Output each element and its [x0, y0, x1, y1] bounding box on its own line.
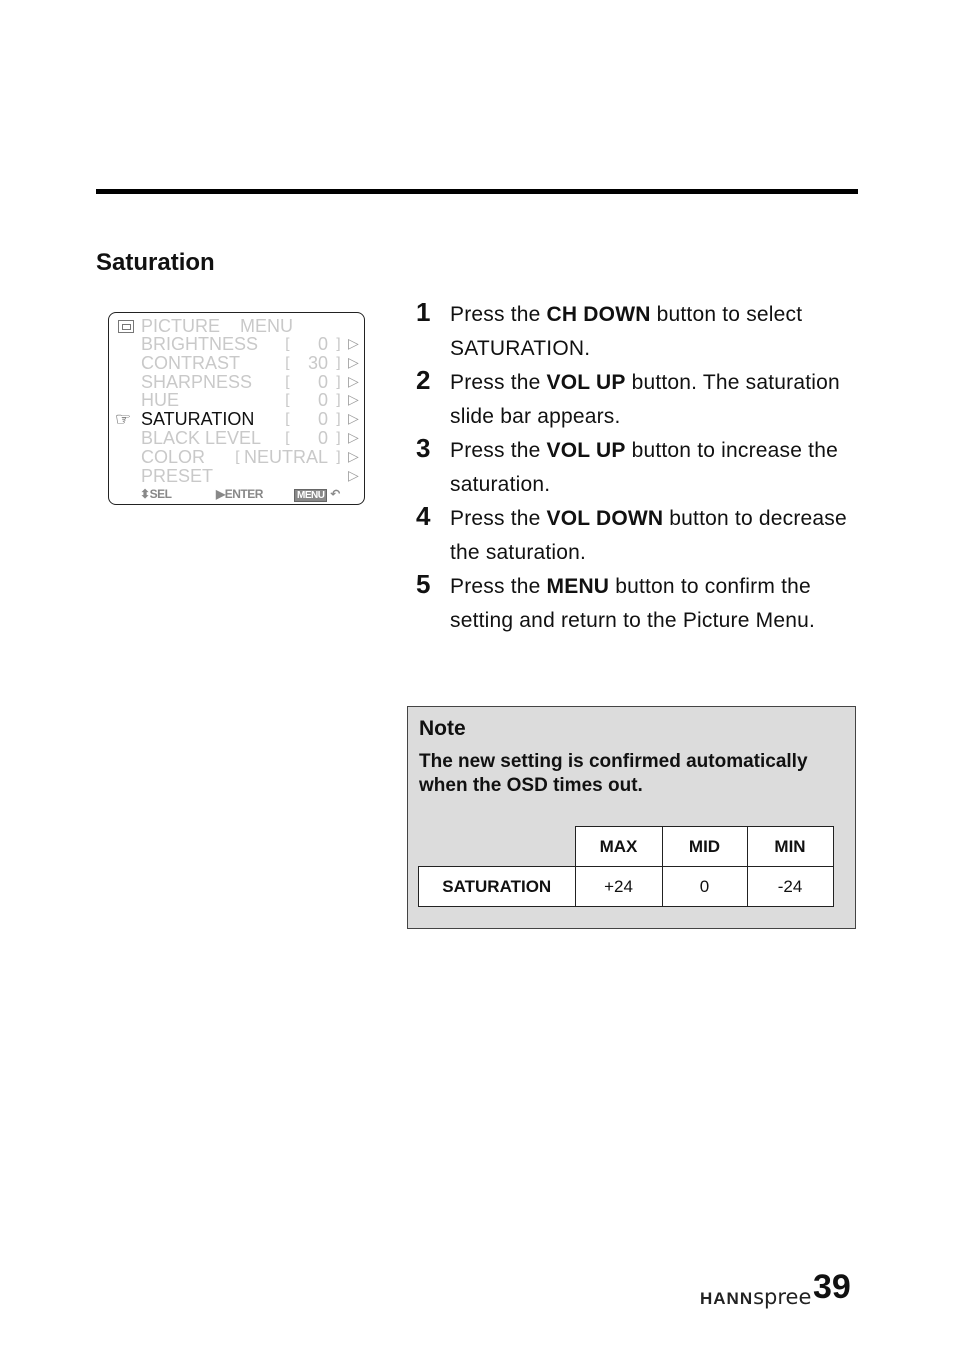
osd-row	[109, 448, 364, 467]
bracket-right-icon: ]	[335, 448, 341, 466]
osd-row-selected	[109, 410, 364, 429]
step-key: VOL DOWN	[546, 507, 664, 530]
osd-row-label: PRESET	[141, 466, 214, 486]
step-item: 2 Press the VOL UP button. The saturation slide bar appears.	[416, 365, 840, 428]
section-title: Saturation	[96, 249, 215, 276]
bracket-left-icon: [	[285, 373, 291, 391]
osd-row-value: NEUTRAL	[243, 447, 328, 467]
osd-row-label: CONTRAST	[141, 353, 240, 373]
osd-footer-sel: ⬍SEL	[140, 487, 172, 501]
table-row	[419, 867, 834, 907]
osd-row	[109, 429, 364, 448]
osd-row-label: BLACK LEVEL	[141, 428, 262, 448]
bracket-left-icon: [	[285, 335, 291, 353]
osd-row	[109, 391, 364, 410]
osd-row-value: 0	[317, 390, 328, 410]
step-item: 5 Press the MENU button to confirm the setting and return to the Picture Menu.	[416, 569, 816, 632]
bracket-left-icon: [	[285, 391, 291, 409]
table-blank-cell	[419, 827, 576, 867]
menu-key-label: MENU	[294, 489, 327, 502]
osd-footer-menu	[294, 487, 340, 501]
osd-row-value: 0	[317, 428, 328, 448]
osd-row-label: SHARPNESS	[141, 372, 253, 392]
osd-row-value: 0	[317, 372, 328, 392]
osd-row	[109, 467, 364, 486]
osd-title-left: PICTURE	[141, 316, 221, 336]
arrow-right-icon: ▷	[348, 336, 359, 352]
step-key: CH DOWN	[546, 303, 651, 326]
note-box	[407, 706, 856, 929]
top-rule	[96, 189, 858, 194]
saturation-range-table	[418, 826, 834, 907]
bracket-right-icon: ]	[335, 410, 341, 428]
step-number: 1	[416, 297, 431, 327]
osd-row	[109, 354, 364, 373]
osd-row-label: COLOR	[141, 447, 206, 467]
arrow-right-icon: ▷	[348, 449, 359, 465]
step-item: 4 Press the VOL DOWN button to decrease the saturation.	[416, 501, 847, 564]
brand-logo: HANNspree	[700, 1285, 812, 1309]
osd-picture-menu	[108, 312, 365, 505]
table-row-label: SATURATION	[419, 867, 576, 907]
osd-row-value: 0	[317, 334, 328, 354]
step-key: VOL UP	[546, 439, 626, 462]
return-icon: ↶	[330, 487, 340, 501]
bracket-left-icon: [	[235, 448, 241, 466]
step-number: 5	[416, 569, 431, 599]
bracket-right-icon: ]	[335, 429, 341, 447]
note-text: The new setting is confirmed automatically when the OSD times out.	[419, 751, 808, 796]
step-number: 2	[416, 365, 431, 395]
arrow-right-icon: ▷	[348, 468, 359, 484]
step-number: 4	[416, 501, 431, 531]
table-cell: -24	[747, 867, 833, 907]
table-cell: +24	[575, 867, 662, 907]
arrow-right-icon: ▷	[348, 430, 359, 446]
play-icon: ▶	[216, 487, 225, 501]
table-header-cell: MID	[662, 827, 747, 867]
bracket-left-icon: [	[285, 354, 291, 372]
osd-row-label: HUE	[141, 390, 180, 410]
osd-row-label: BRIGHTNESS	[141, 334, 259, 354]
step-key: VOL UP	[546, 371, 626, 394]
arrow-right-icon: ▷	[348, 392, 359, 408]
step-key: MENU	[546, 575, 610, 598]
arrow-right-icon: ▷	[348, 374, 359, 390]
bracket-left-icon: [	[285, 429, 291, 447]
step-number: 3	[416, 433, 431, 463]
bracket-right-icon: ]	[335, 354, 341, 372]
table-header-cell: MIN	[747, 827, 833, 867]
bracket-right-icon: ]	[335, 391, 341, 409]
osd-row-value: 0	[317, 409, 328, 429]
arrow-right-icon: ▷	[348, 411, 359, 427]
osd-row-label: SATURATION	[141, 409, 255, 429]
hand-pointer-icon: ☞	[115, 409, 132, 430]
up-down-icon: ⬍	[140, 487, 150, 501]
table-header-row	[419, 827, 834, 867]
arrow-right-icon: ▷	[348, 355, 359, 371]
osd-footer-enter: ▶ENTER	[216, 487, 263, 501]
bracket-right-icon: ]	[335, 335, 341, 353]
osd-title-right: MENU	[240, 316, 293, 336]
bracket-right-icon: ]	[335, 373, 341, 391]
osd-row	[109, 335, 364, 354]
osd-row-value: 30	[307, 353, 328, 373]
steps-list	[416, 298, 856, 638]
step-item: 3 Press the VOL UP button to increase the saturation.	[416, 433, 838, 496]
note-title: Note	[419, 717, 466, 740]
table-header-cell: MAX	[575, 827, 662, 867]
table-cell: 0	[662, 867, 747, 907]
picture-icon	[118, 320, 134, 333]
step-item: 1 Press the CH DOWN button to select SATURATION.	[416, 297, 803, 360]
page-number: 39	[813, 1268, 851, 1306]
bracket-left-icon: [	[285, 410, 291, 428]
